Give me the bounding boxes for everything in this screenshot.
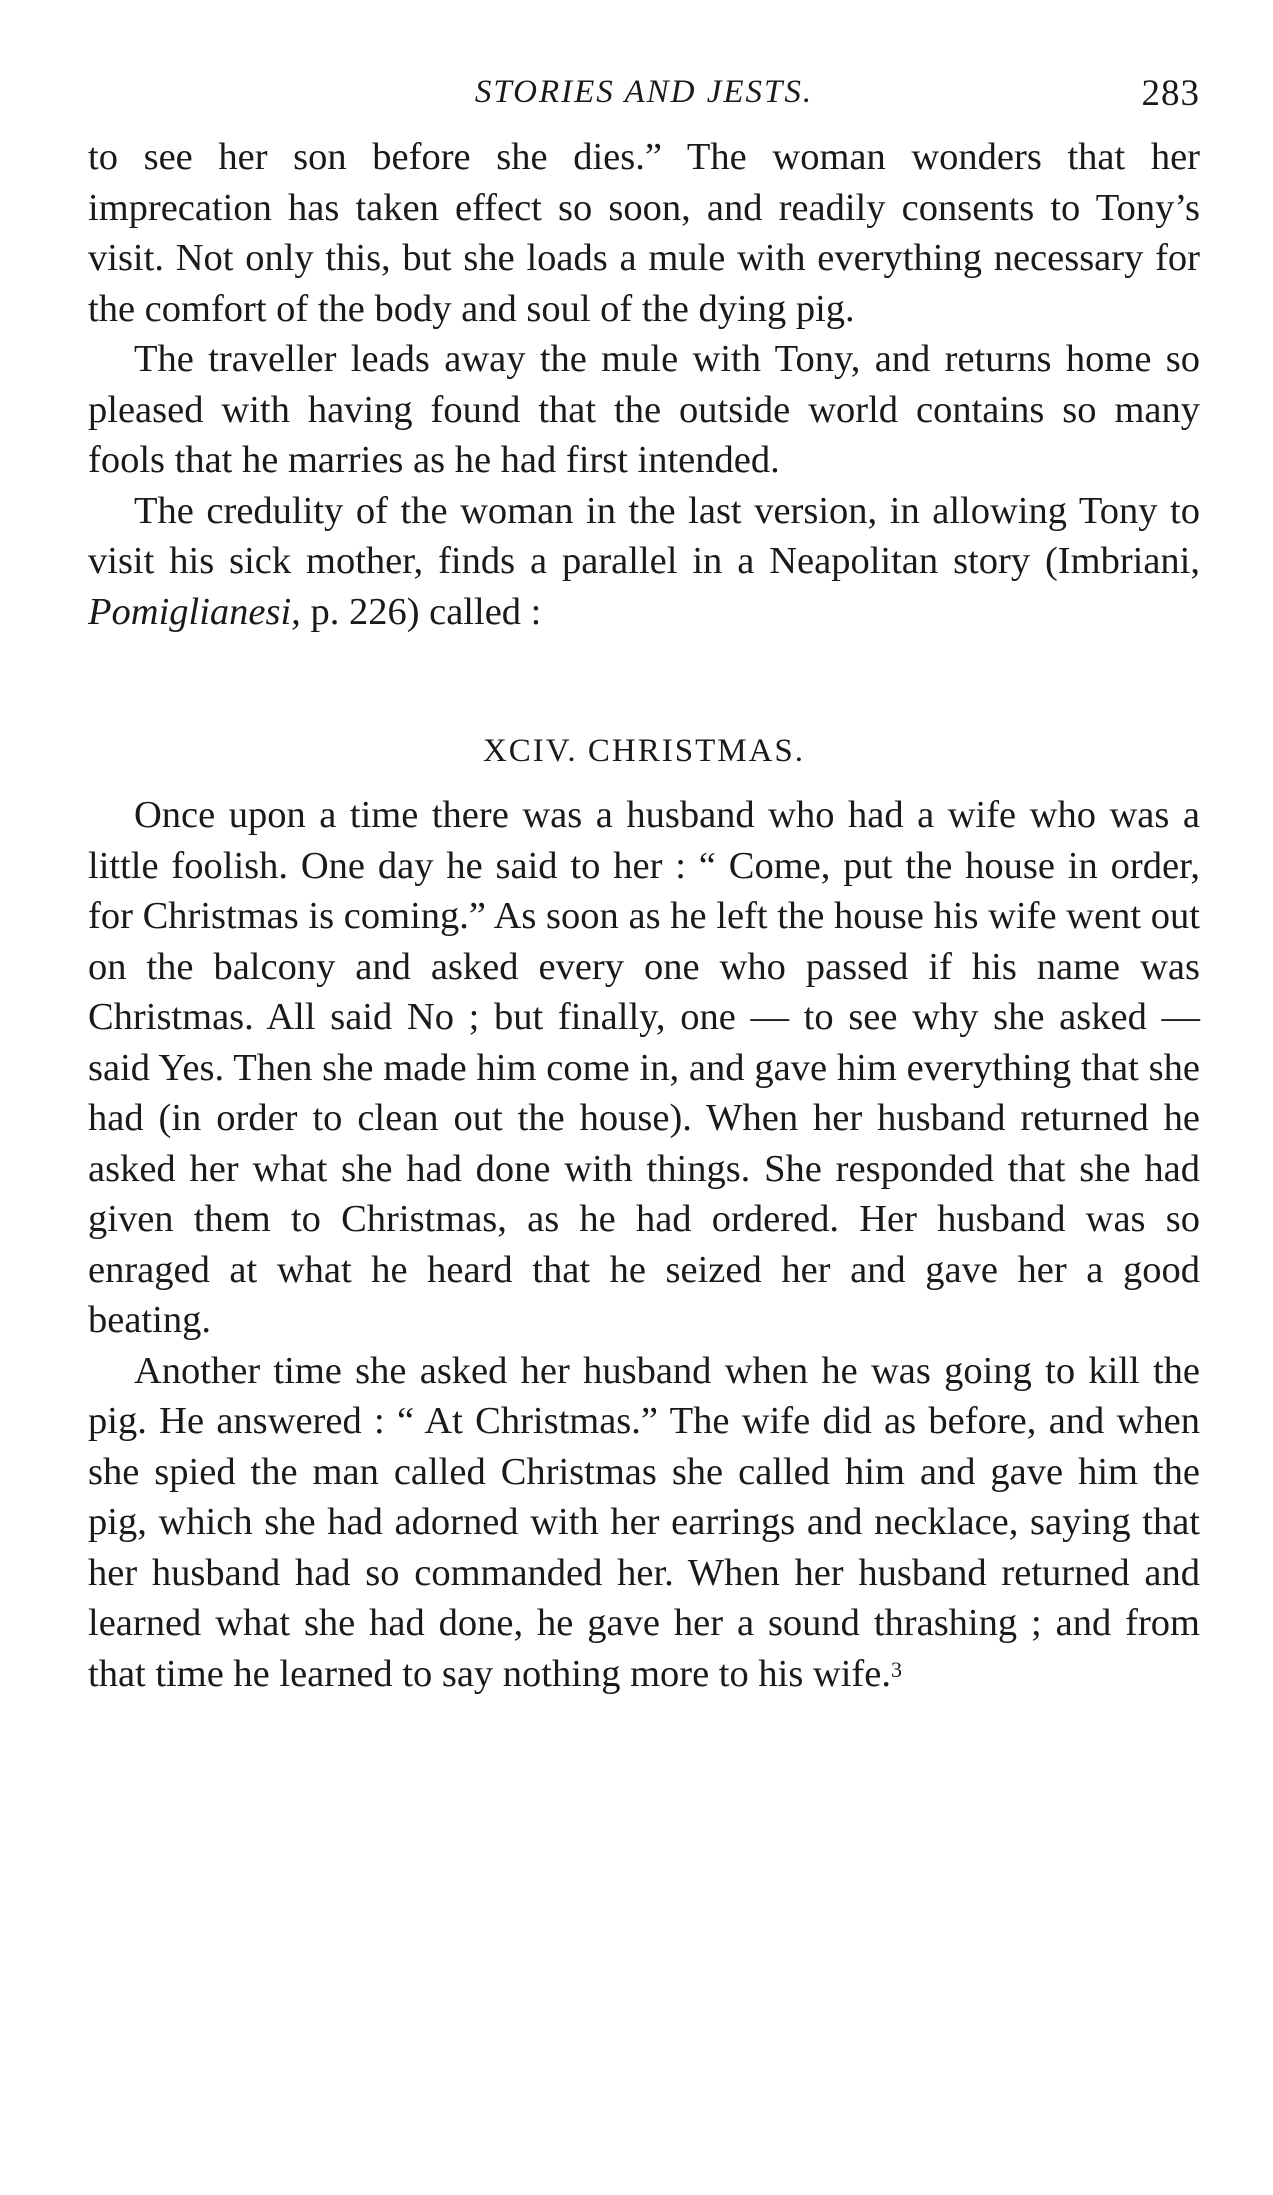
running-title: STORIES AND JESTS. (474, 74, 814, 110)
paragraph-credulity (88, 486, 1200, 638)
section-heading: XCIV. CHRISTMAS. (482, 733, 806, 769)
story-paragraph-2-text: Another time she asked her husband when he was going to kill the pig. He answered : “ At Christmas.” The wife did as before, and when she spied the man called Christmas she called him and gave him the pig, which she had adorned with her earrings and necklace, saying that her husband had so commanded her. When her husband returned and learned what she had done, he gave her a sound thrashing ; and from that time he learned to say nothing more to his wife. (88, 1349, 1200, 1695)
citation-title: Pomiglianesi, (88, 590, 301, 633)
book-page (88, 72, 1200, 1699)
footnote-marker[interactable]: 3 (890, 1656, 902, 1682)
credulity-text-start: The credulity of the woman in the last version, in allowing Tony to visit his sick mother, finds a parallel in a Neapolitan story (Imbriani, (88, 489, 1200, 582)
paragraph-continued: to see her son before she dies.” The woman wonders that her imprecation has taken effect so soon, and readily consents to Tony’s visit. Not only this, but she loads a mule with everything necessary for the comfort of the body and soul of the dying pig. (88, 136, 1200, 330)
page-number: 283 (1141, 73, 1200, 114)
page-header (88, 72, 1200, 132)
credulity-text-end: p. 226) called : (300, 590, 542, 633)
paragraph-traveller: The traveller leads away the mule with Tony, and returns home so pleased with having found that the outside world contains so many fools that he marries as he had first intended. (88, 338, 1200, 481)
story-paragraph-2 (88, 1346, 1200, 1700)
story-paragraph-1: Once upon a time there was a husband who had a wife who was a little foolish. One day he said to her : “ Come, put the house in order, for Christmas is coming.” As soon as he left the house his wife went out on the balcony and asked every one who passed if his name was Christmas. All said No ; but finally, one — to see why she asked — said Yes. Then she made him come in, and gave him everything that she had (in order to clean out the house). When her husband returned he asked her what she had done with things. She responded that she had given them to Christmas, as he had ordered. Her husband was so enraged at what he heard that he seized her and gave her a good beating. (88, 794, 1200, 1341)
